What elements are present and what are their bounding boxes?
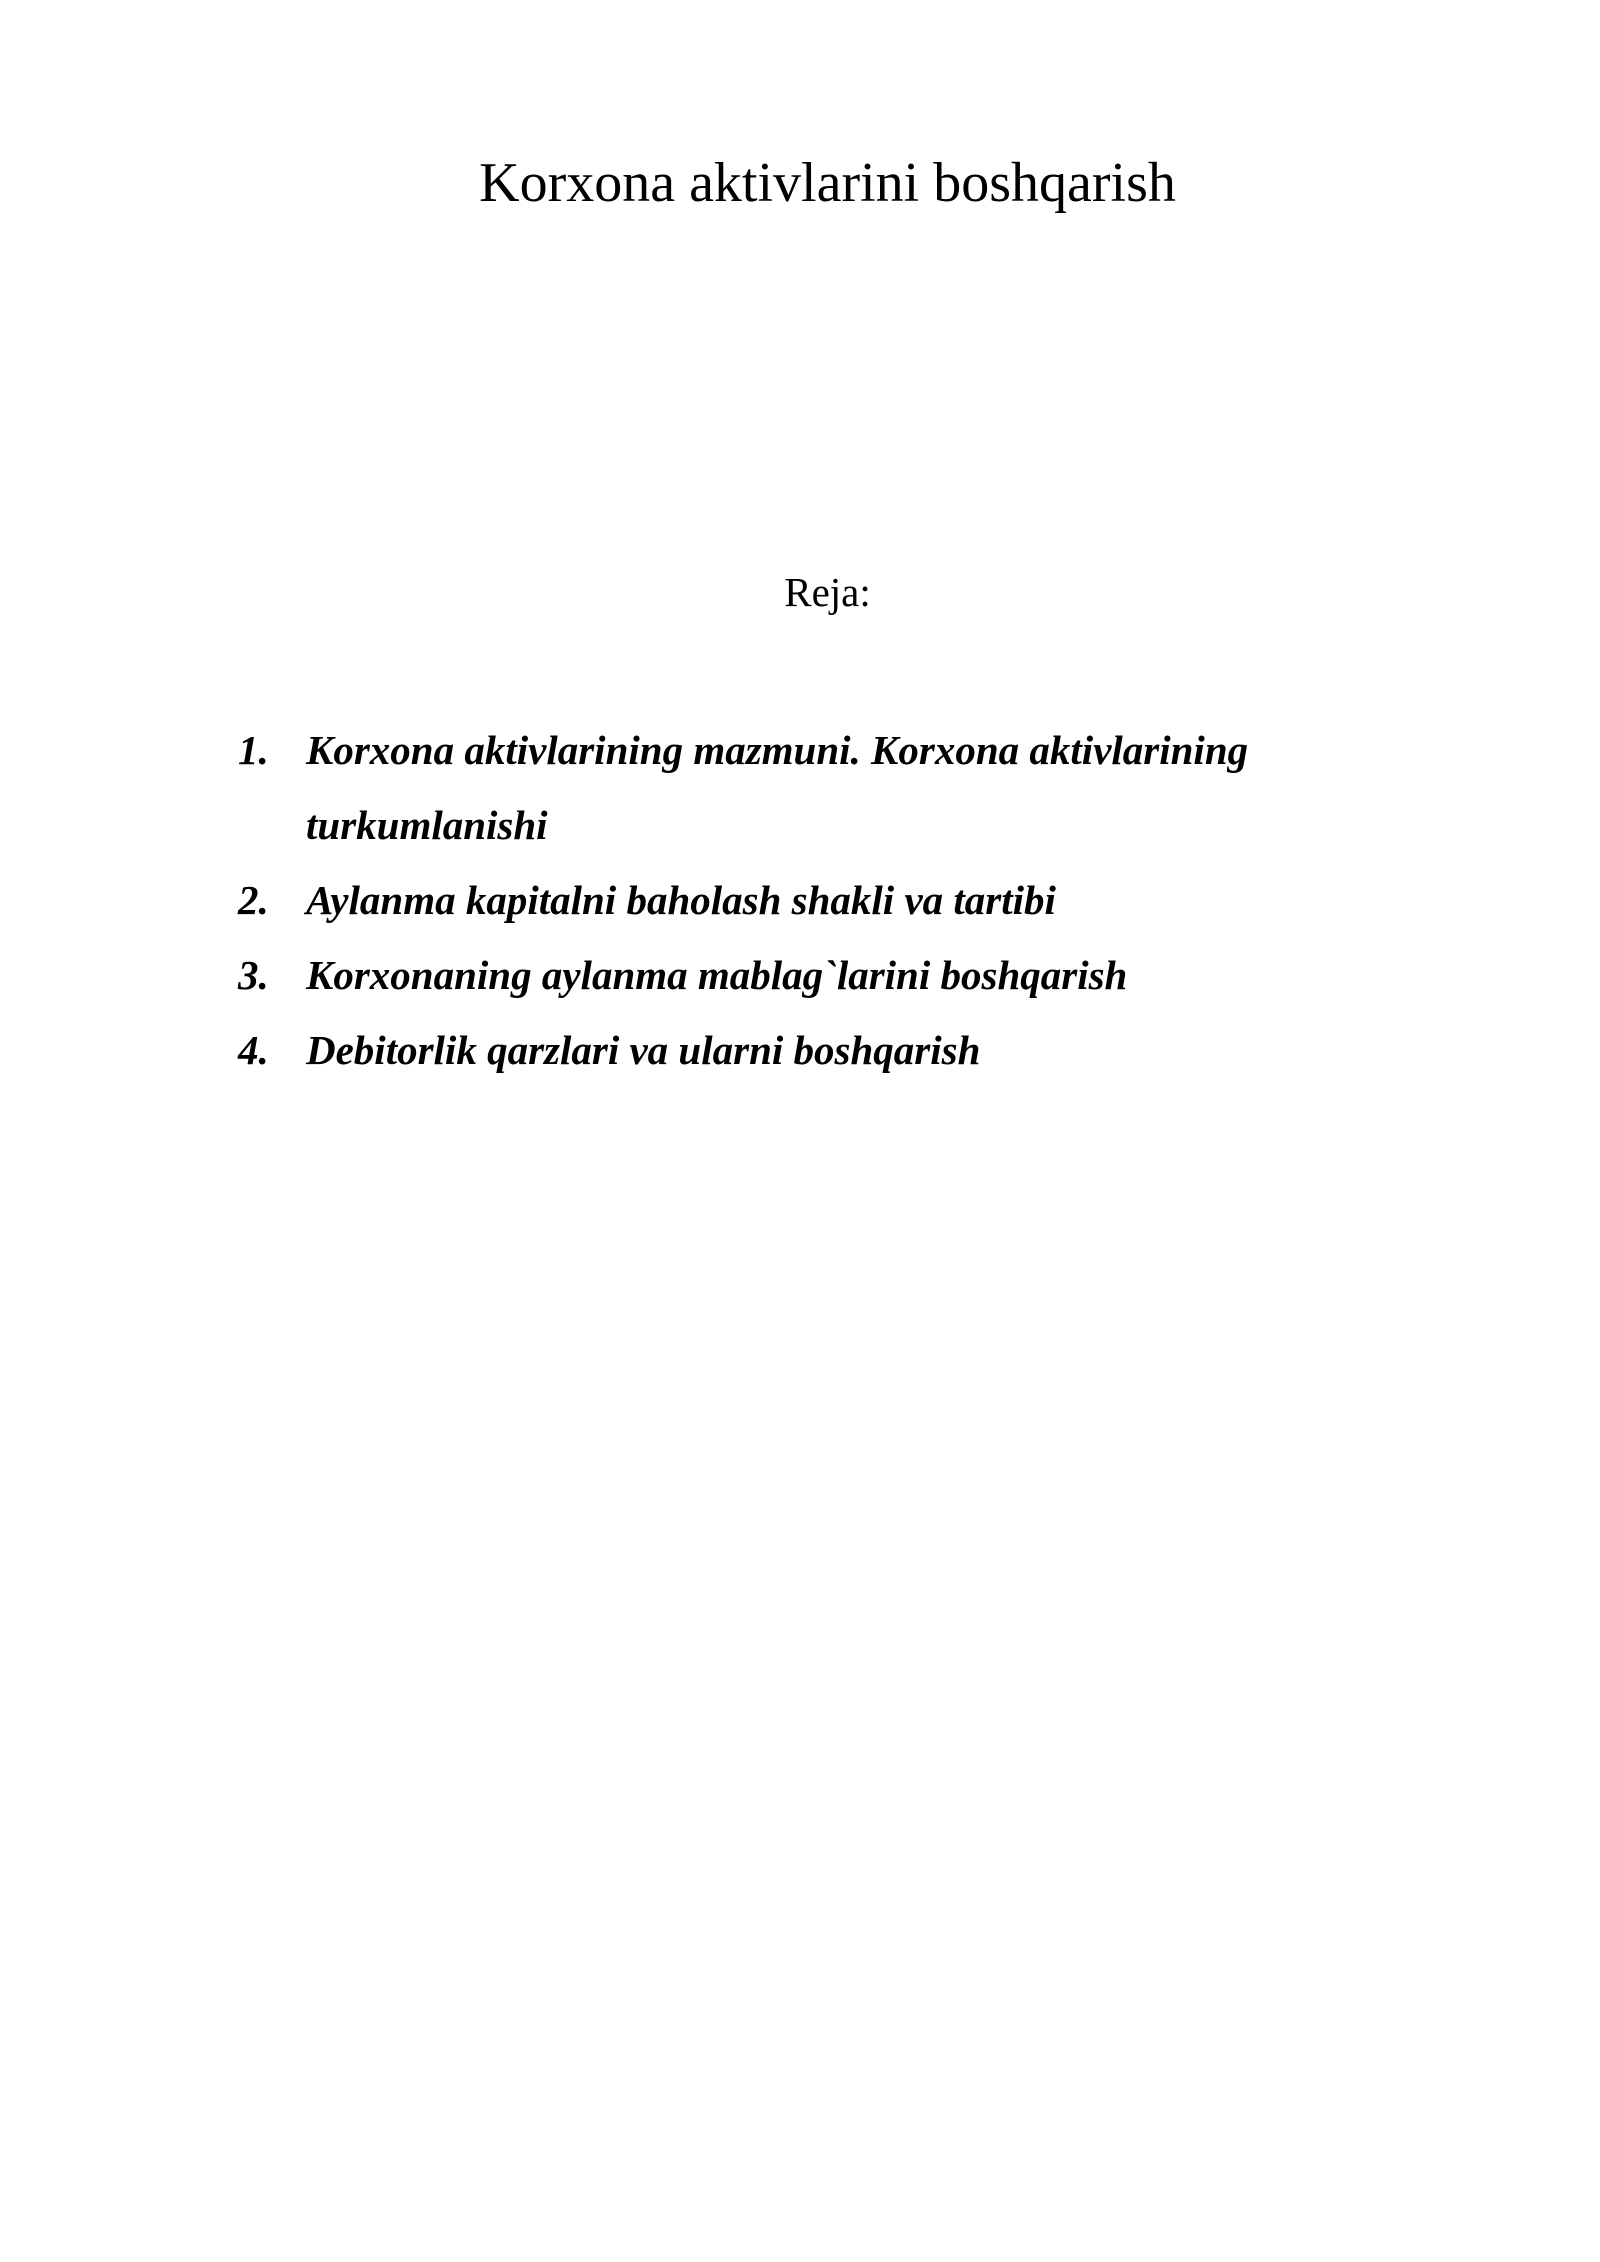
plan-item-text: Debitorlik qarzlari va ularni boshqarish bbox=[306, 1027, 981, 1073]
plan-item-3 bbox=[238, 938, 1388, 1013]
plan-item-number: 4. bbox=[238, 1027, 269, 1073]
plan-item-number: 2. bbox=[238, 877, 269, 923]
plan-item-4 bbox=[238, 1013, 1388, 1088]
plan-item-number: 3. bbox=[238, 952, 269, 998]
plan-item-number: 1. bbox=[238, 727, 269, 773]
plan-list bbox=[238, 713, 1388, 1088]
plan-item-text: Korxonaning aylanma mablag`larini boshqarish bbox=[306, 952, 1128, 998]
document-title: Korxona aktivlarini boshqarish bbox=[479, 152, 1176, 214]
plan-heading: Reja: bbox=[784, 569, 871, 615]
plan-item-text: Korxona aktivlarining mazmuni. Korxona aktivlarining turkumlanishi bbox=[306, 727, 1249, 848]
plan-item-text: Aylanma kapitalni baholash shakli va tartibi bbox=[306, 877, 1056, 923]
plan-item-2 bbox=[238, 863, 1388, 938]
plan-item-1 bbox=[238, 713, 1388, 863]
